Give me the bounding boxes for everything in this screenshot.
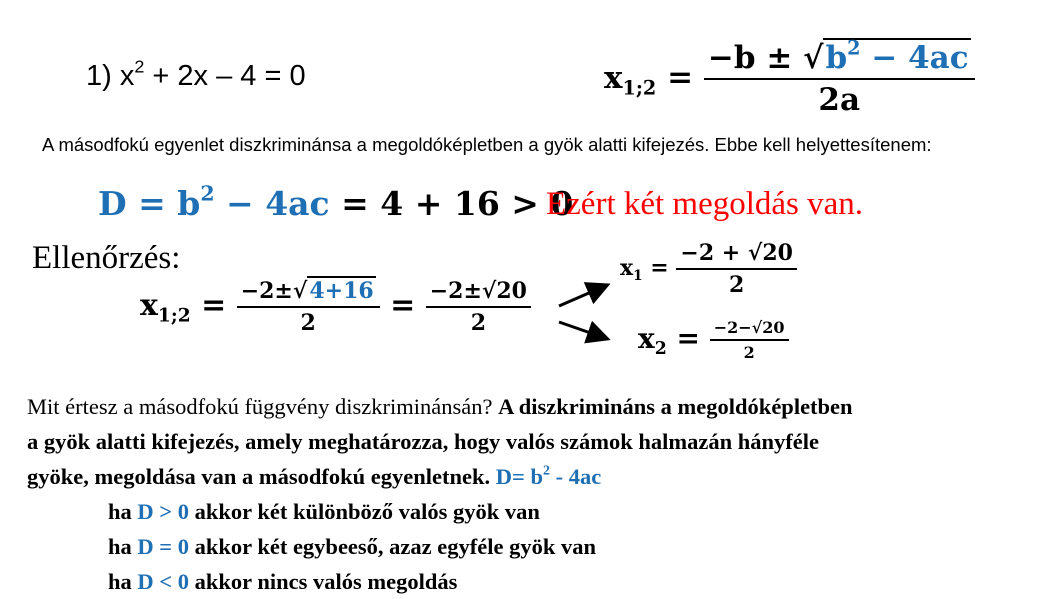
formula-lhs: $x_{1;2}$: [604, 59, 657, 100]
equation-number: 1): [86, 60, 112, 92]
discriminant-conclusion: Ezért két megoldás van.: [546, 186, 864, 222]
intro-text: A másodfokú egyenlet diszkriminánsa a megoldóképletben a gyök alatti kifejezés. Ebbe kell helyettesítenem:: [42, 134, 932, 155]
answer-line-1: A diszkrimináns a megoldóképletben: [498, 394, 853, 419]
check-expression: [140, 278, 531, 336]
check-equals-1: =: [201, 288, 227, 323]
question-paragraph: [27, 389, 853, 599]
x2-expression: $x_2$ = $\frac{-2-√20}{2}$: [638, 318, 789, 362]
case-3: ha D < 0 akkor nincs valós megoldás: [108, 569, 458, 594]
check-equals-2: =: [390, 288, 416, 323]
formula-equals: =: [667, 59, 694, 96]
answer-line-2: a gyök alatti kifejezés, amely meghatározza, hogy valós számok halmazán hányféle: [27, 429, 819, 454]
x2-fraction: $\frac{-2-√20}{2}$: [710, 318, 789, 362]
x1-expression: $x_1$ = $\frac{-2 + √20}{2}$: [620, 240, 797, 298]
equation-x: x: [119, 60, 135, 92]
formula-fraction: [704, 36, 975, 118]
check-fraction-1: $\frac{-2\pm√4+16}{2}$: [237, 278, 380, 336]
arrow-up-icon: [559, 286, 605, 306]
answer-line-3: gyöke, megoldása van a másodfokú egyenletnek.: [27, 464, 491, 489]
arrow-down-icon: [559, 322, 605, 338]
formula-denominator: 2a: [818, 82, 861, 118]
discriminant-formula: $D = b^2 - 4ac$: [98, 181, 330, 223]
equation-exponent: 2: [134, 56, 145, 77]
check-lhs: $x_{1;2}$: [140, 288, 191, 327]
check-fraction-2: $\frac{-2\pm√20}{2}$: [426, 278, 531, 336]
discriminant-value: = 4 + 16 > 0: [329, 184, 574, 223]
check-heading: Ellenőrzés:: [32, 240, 181, 276]
equation-rest: + 2x – 4 = 0: [152, 60, 306, 92]
formula-numerator: $-b \pm √b^2 - 4ac$: [704, 40, 975, 80]
equation-line: [86, 56, 306, 93]
branch-arrows: [555, 278, 615, 344]
case-1: ha D > 0 akkor két különböző valós gyök van: [108, 499, 540, 524]
definition: $D= b^2 - 4ac$: [495, 463, 602, 489]
discriminant-line: [98, 181, 574, 224]
question-text: Mit értesz a másodfokú függvény diszkriminánsán?: [27, 394, 493, 419]
case-2: ha D = 0 akkor két egybeeső, azaz egyféle gyök van: [108, 534, 597, 559]
x1-fraction: $\frac{-2 + √20}{2}$: [676, 240, 797, 298]
quadratic-formula: [604, 36, 975, 118]
